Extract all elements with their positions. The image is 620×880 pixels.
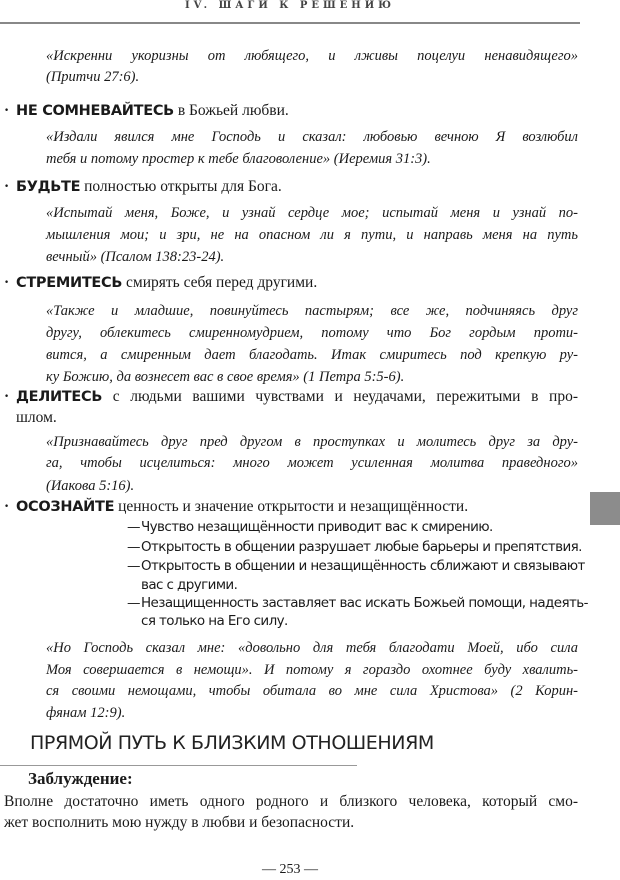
quote-line: «Признавайтесь друг пред другом в проступках и молитесь друг за дру- — [46, 434, 578, 450]
bullet-icon: · — [4, 274, 10, 291]
quote-line: га, чтобы исцелиться: много может усиленная молитва праведного» — [46, 455, 578, 471]
bullet-text-continuation: шлом. — [16, 409, 57, 426]
quote-line: ку Божию, да вознесет вас в свое время» (1 Петра 5:5-6). — [46, 369, 405, 385]
bullet-text: с людьми вашими чувствами и неудачами, пережитыми в про- — [102, 388, 578, 405]
dash-icon: — — [127, 595, 140, 611]
bullet-item — [4, 498, 578, 516]
misconception-line: жет восполнить мою нужду в любви и безопасности. — [4, 814, 355, 831]
dash-text-continuation: вас с другими. — [141, 577, 238, 593]
dash-text: Незащищенность заставляет вас искать Божьей помощи, надеять- — [141, 595, 588, 611]
misconception-line: Вполне достаточно иметь одного родного и близкого человека, который смо- — [4, 793, 578, 810]
dash-item — [127, 594, 588, 612]
bullet-text: смирять себя перед другими. — [122, 274, 318, 291]
bullet-keyword: ОСОЗНАЙТЕ — [16, 499, 115, 515]
dash-text: Открытость в общении и незащищённость сближают и связывают — [141, 558, 585, 574]
quote-line: мышления мои; и зри, не на опасном ли я пути, и направь меня на путь — [46, 227, 578, 243]
quote-line: вечный» (Псалом 138:23-24). — [46, 249, 225, 265]
dash-text: Чувство незащищённости приводит вас к смирению. — [141, 519, 493, 535]
bullet-icon: · — [4, 388, 10, 405]
dash-icon: — — [127, 539, 140, 555]
header-rule — [0, 22, 580, 24]
dash-item — [127, 557, 585, 575]
bullet-item — [4, 102, 578, 120]
section-rule — [0, 765, 357, 766]
dash-item — [127, 538, 582, 556]
quote-line: «Издали явился мне Господь и сказал: любовью вечною Я возлюбил — [46, 129, 578, 145]
chapter-thumb-tab — [590, 492, 620, 525]
dash-text: Открытость в общении разрушает любые барьеры и препятствия. — [141, 539, 582, 555]
bullet-text: в Божьей любви. — [173, 102, 289, 119]
quote-line: другу, облекитесь смиренномудрием, потому что Бог гордым проти- — [46, 325, 578, 341]
quote-line: тебя и потому простер к тебе благоволение» (Иеремия 31:3). — [46, 151, 431, 167]
bullet-keyword: ДЕЛИТЕСЬ — [16, 389, 103, 405]
bullet-item — [4, 274, 578, 292]
misconception-label: Заблуждение: — [28, 769, 133, 788]
quote-line: «Искренни укоризны от любящего, и лживы поцелуи ненавидящего» — [46, 48, 578, 64]
quote-line: «Но Господь сказал мне: «довольно для тебя благодати Моей, ибо сила — [46, 640, 578, 656]
quote-line: ся своими немощами, чтобы обитала во мне сила Христова» (2 Корин- — [46, 683, 578, 699]
bullet-keyword: НЕ СОМНЕВАЙТЕСЬ — [16, 103, 174, 119]
bullet-icon: · — [4, 102, 10, 119]
dash-icon: — — [127, 558, 140, 574]
bullet-text: полностью открыты для Бога. — [80, 178, 282, 195]
bullet-item — [4, 388, 578, 406]
quote-line: фянам 12:9). — [46, 705, 126, 721]
bullet-keyword: БУДЬТЕ — [16, 179, 81, 195]
bullet-text: ценность и значение открытости и незащищённости. — [114, 498, 469, 515]
quote-line: (Притчи 27:6). — [46, 69, 140, 85]
quote-line: «Испытай меня, Боже, и узнай сердце мое; испытай меня и узнай по- — [46, 205, 578, 221]
bullet-item — [4, 178, 578, 196]
bullet-icon: · — [4, 498, 10, 515]
bullet-keyword: СТРЕМИТЕСЬ — [16, 275, 123, 291]
dash-text-continuation: ся только на Его силу. — [141, 613, 288, 629]
dash-item — [127, 518, 565, 536]
dash-icon: — — [127, 519, 140, 535]
page-number: — 253 — — [262, 862, 318, 877]
quote-line: Моя совершается в немощи». И потому я гораздо охотнее буду хвалить- — [46, 662, 578, 678]
running-header: IV. ШАГИ К РЕШЕНИЮ — [184, 0, 396, 11]
bullet-icon: · — [4, 178, 10, 195]
quote-line: вится, а смиренным дает благодать. Итак смиритесь под крепкую ру- — [46, 347, 578, 363]
quote-line: (Иакова 5:16). — [46, 478, 135, 494]
quote-line: «Также и младшие, повинуйтесь пастырям; все же, подчиняясь друг — [46, 303, 578, 319]
section-title: ПРЯМОЙ ПУТЬ К БЛИЗКИМ ОТНОШЕНИЯМ — [30, 732, 434, 754]
